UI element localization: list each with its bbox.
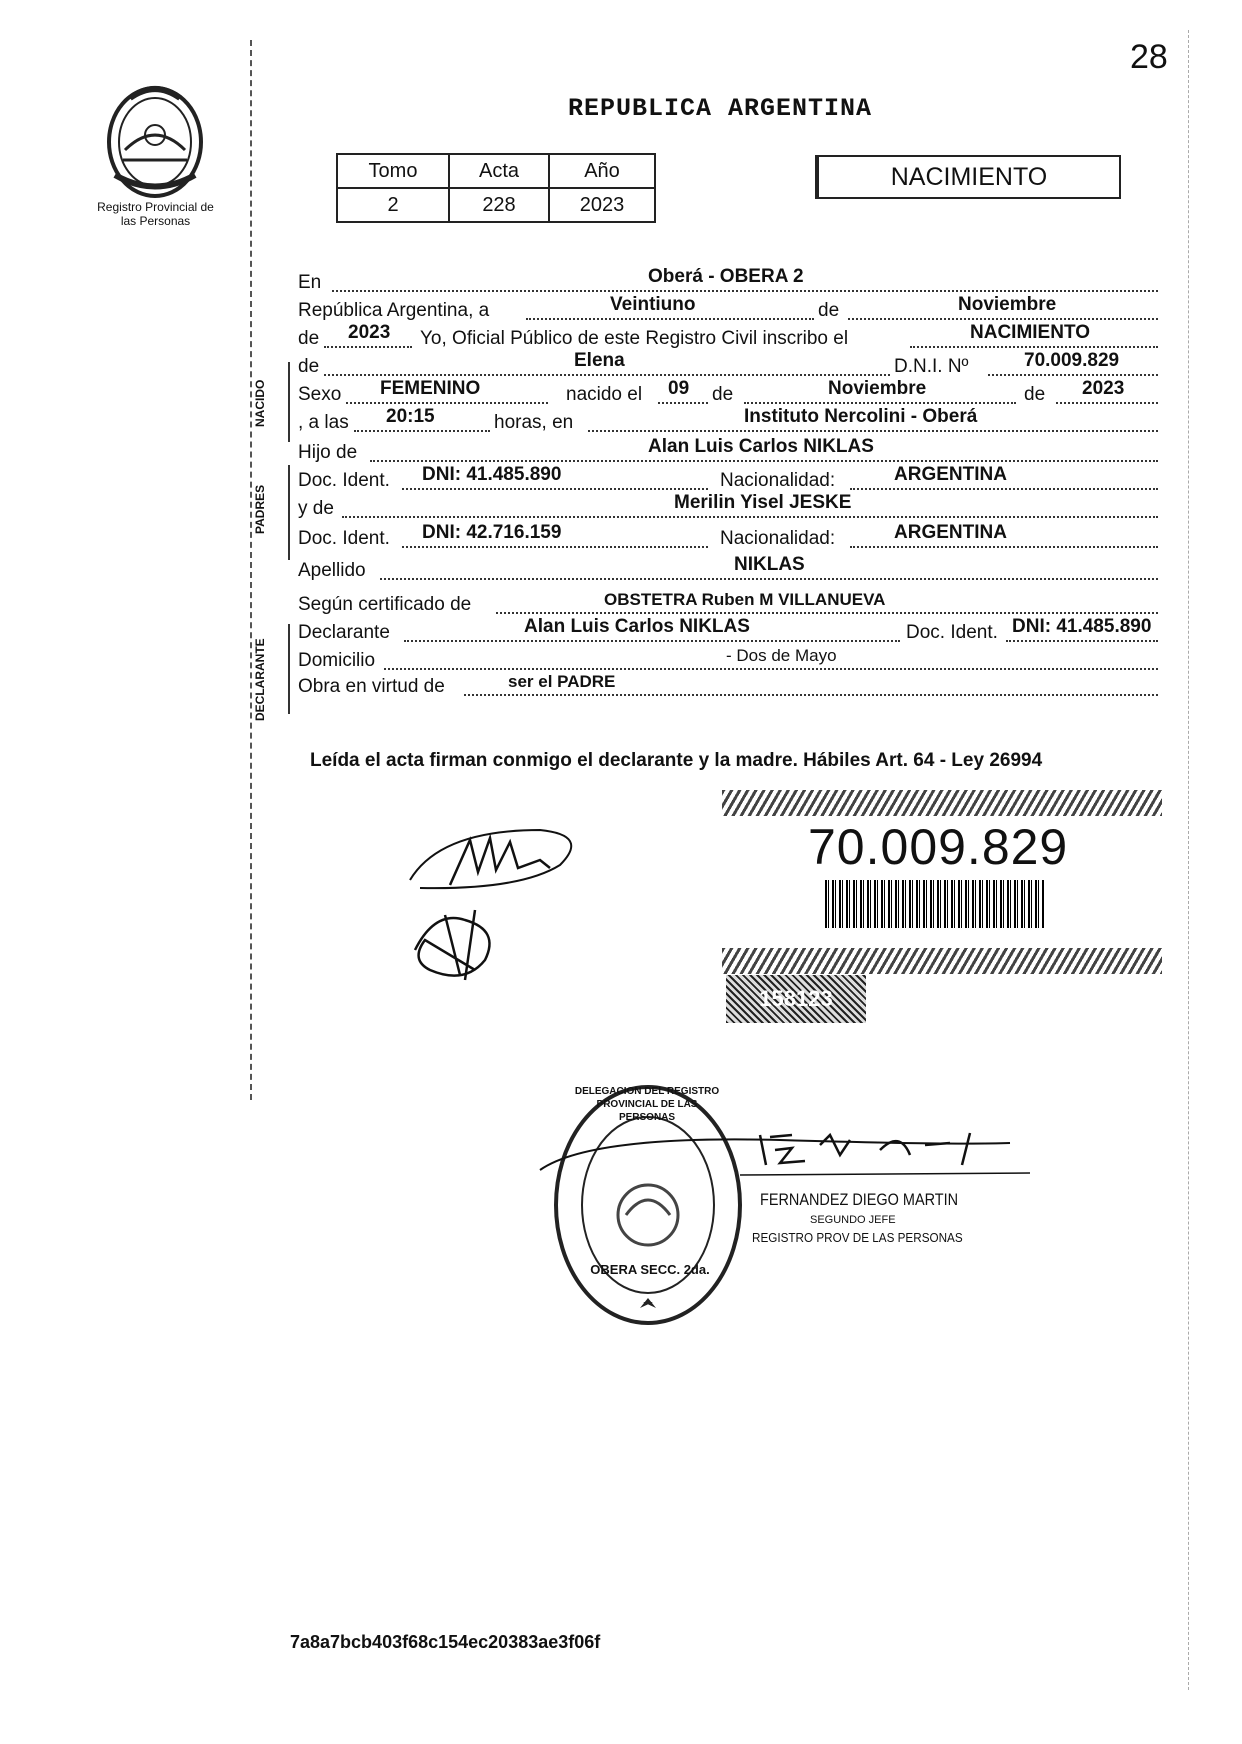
document-title: REPUBLICA ARGENTINA xyxy=(567,94,873,123)
line-madre-doc xyxy=(298,524,1168,550)
line-padre xyxy=(298,438,1168,464)
value-acta: 228 xyxy=(449,188,549,222)
label-doc-ident-3: Doc. Ident. xyxy=(906,622,998,643)
header-anio: Año xyxy=(549,154,655,188)
value-padre-nac: ARGENTINA xyxy=(894,464,1007,485)
label-de-4: de xyxy=(712,384,734,405)
security-pattern-bottom xyxy=(722,948,1162,974)
value-madre-doc: DNI: 42.716.159 xyxy=(422,522,562,543)
security-pattern-top xyxy=(722,790,1162,816)
value-dni: 70.009.829 xyxy=(1024,350,1120,371)
value-certificado: OBSTETRA Ruben M VILLANUEVA xyxy=(604,590,886,609)
label-republica: República Argentina, a xyxy=(298,300,490,321)
signer-name: FERNANDEZ DIEGO MARTIN xyxy=(760,1190,959,1209)
line-hora xyxy=(298,408,1168,434)
value-obra: ser el PADRE xyxy=(508,672,616,691)
label-apellido: Apellido xyxy=(298,560,366,581)
label-yo: Yo, Oficial Público de este Registro Civil inscribo el xyxy=(420,328,849,349)
value-apellido: NIKLAS xyxy=(734,554,805,575)
registry-name: Registro Provincial de las Personas xyxy=(97,200,214,228)
label-horas-en: horas, en xyxy=(494,412,574,433)
value-mes: Noviembre xyxy=(958,294,1057,315)
value-madre-nac: ARGENTINA xyxy=(894,522,1007,543)
official-signature-icon xyxy=(530,1115,1030,1185)
label-de-2: de xyxy=(298,328,320,349)
line-madre xyxy=(298,494,1168,520)
label-de-1: de xyxy=(818,300,840,321)
label-dni: D.N.I. Nº xyxy=(894,356,969,377)
label-nacido-el: nacido el xyxy=(566,384,643,405)
value-padre-doc: DNI: 41.485.890 xyxy=(422,464,562,485)
value-domicilio: - Dos de Mayo xyxy=(726,646,837,665)
label-nacionalidad-1: Nacionalidad: xyxy=(720,470,836,491)
page-number: 28 xyxy=(1130,38,1168,76)
value-dia: Veintiuno xyxy=(610,294,696,315)
line-domicilio xyxy=(298,646,1168,672)
nacido-bracket xyxy=(288,362,290,442)
stamp-code: 158123 xyxy=(726,975,866,1023)
label-y-de: y de xyxy=(298,498,334,519)
signer-role: SEGUNDO JEFE xyxy=(810,1214,896,1226)
barcode-icon xyxy=(825,880,1045,928)
value-sexo: FEMENINO xyxy=(380,378,481,399)
side-label-padres: PADRES xyxy=(253,484,267,534)
line-declarante xyxy=(298,618,1168,644)
label-obra: Obra en virtud de xyxy=(298,676,445,697)
label-segun: Según certificado de xyxy=(298,594,472,615)
label-doc-ident-2: Doc. Ident. xyxy=(298,528,390,549)
label-de-3: de xyxy=(298,356,320,377)
value-hora: 20:15 xyxy=(386,406,435,427)
value-padre: Alan Luis Carlos NIKLAS xyxy=(648,436,874,457)
stamp-dni: 70.009.829 xyxy=(808,819,1069,875)
value-nac-anio: 2023 xyxy=(1082,378,1125,399)
value-nac-dia: 09 xyxy=(668,378,690,399)
label-nacionalidad-2: Nacionalidad: xyxy=(720,528,836,549)
label-a-las: , a las xyxy=(298,412,349,433)
right-margin-rule xyxy=(1188,30,1189,1690)
label-hijo-de: Hijo de xyxy=(298,442,358,463)
mother-signature-icon xyxy=(405,900,515,990)
padres-bracket xyxy=(288,465,290,560)
line-nombre xyxy=(298,352,1168,378)
label-sexo: Sexo xyxy=(298,384,342,405)
province-crest-icon xyxy=(95,80,215,200)
volume-table xyxy=(336,153,656,223)
label-declarante: Declarante xyxy=(298,622,390,643)
declarant-signature-icon xyxy=(400,810,600,900)
value-anio: 2023 xyxy=(348,322,391,343)
closing-note: Leída el acta firman conmigo el declarante y la madre. Hábiles Art. 64 - Ley 26994 xyxy=(310,750,1043,771)
line-apellido xyxy=(298,556,1168,582)
line-yo xyxy=(298,324,1168,350)
line-certificado xyxy=(298,590,1168,616)
label-en: En xyxy=(298,272,322,293)
label-domicilio: Domicilio xyxy=(298,650,376,671)
line-republica xyxy=(298,296,1168,322)
seal-bottom-text: OBERA SECC. 2da. xyxy=(590,1262,710,1277)
document-hash: 7a8a7bcb403f68c154ec20383ae3f06f xyxy=(290,1632,601,1652)
act-type-box: NACIMIENTO xyxy=(815,155,1121,199)
seal-ring-text: DELEGACION DEL REGISTRO PROVINCIAL DE LAS PERSONAS xyxy=(574,1086,720,1123)
value-declarante-doc: DNI: 41.485.890 xyxy=(1012,616,1152,637)
value-declarante: Alan Luis Carlos NIKLAS xyxy=(524,616,750,637)
left-margin-rule xyxy=(250,40,252,1100)
line-sexo xyxy=(298,380,1168,406)
value-anio: 2023 xyxy=(549,188,655,222)
label-doc-ident-1: Doc. Ident. xyxy=(298,470,390,491)
declarante-bracket xyxy=(288,624,290,714)
value-lugar: Oberá - OBERA 2 xyxy=(648,266,804,287)
line-en xyxy=(298,268,1168,294)
line-obra xyxy=(298,672,1168,698)
value-madre: Merilin Yisel JESKE xyxy=(674,492,852,513)
line-padre-doc xyxy=(298,466,1168,492)
value-tomo: 2 xyxy=(337,188,449,222)
label-de-5: de xyxy=(1024,384,1046,405)
side-label-nacido: NACIDO xyxy=(253,379,267,427)
header-acta: Acta xyxy=(449,154,549,188)
side-label-declarante: DECLARANTE xyxy=(253,638,267,722)
header-tomo: Tomo xyxy=(337,154,449,188)
signer-office: REGISTRO PROV DE LAS PERSONAS xyxy=(752,1230,963,1245)
value-nac-mes: Noviembre xyxy=(828,378,927,399)
value-tipo: NACIMIENTO xyxy=(970,322,1090,343)
value-lugar-nac: Instituto Nercolini - Oberá xyxy=(744,406,978,427)
value-nombre: Elena xyxy=(574,350,625,371)
